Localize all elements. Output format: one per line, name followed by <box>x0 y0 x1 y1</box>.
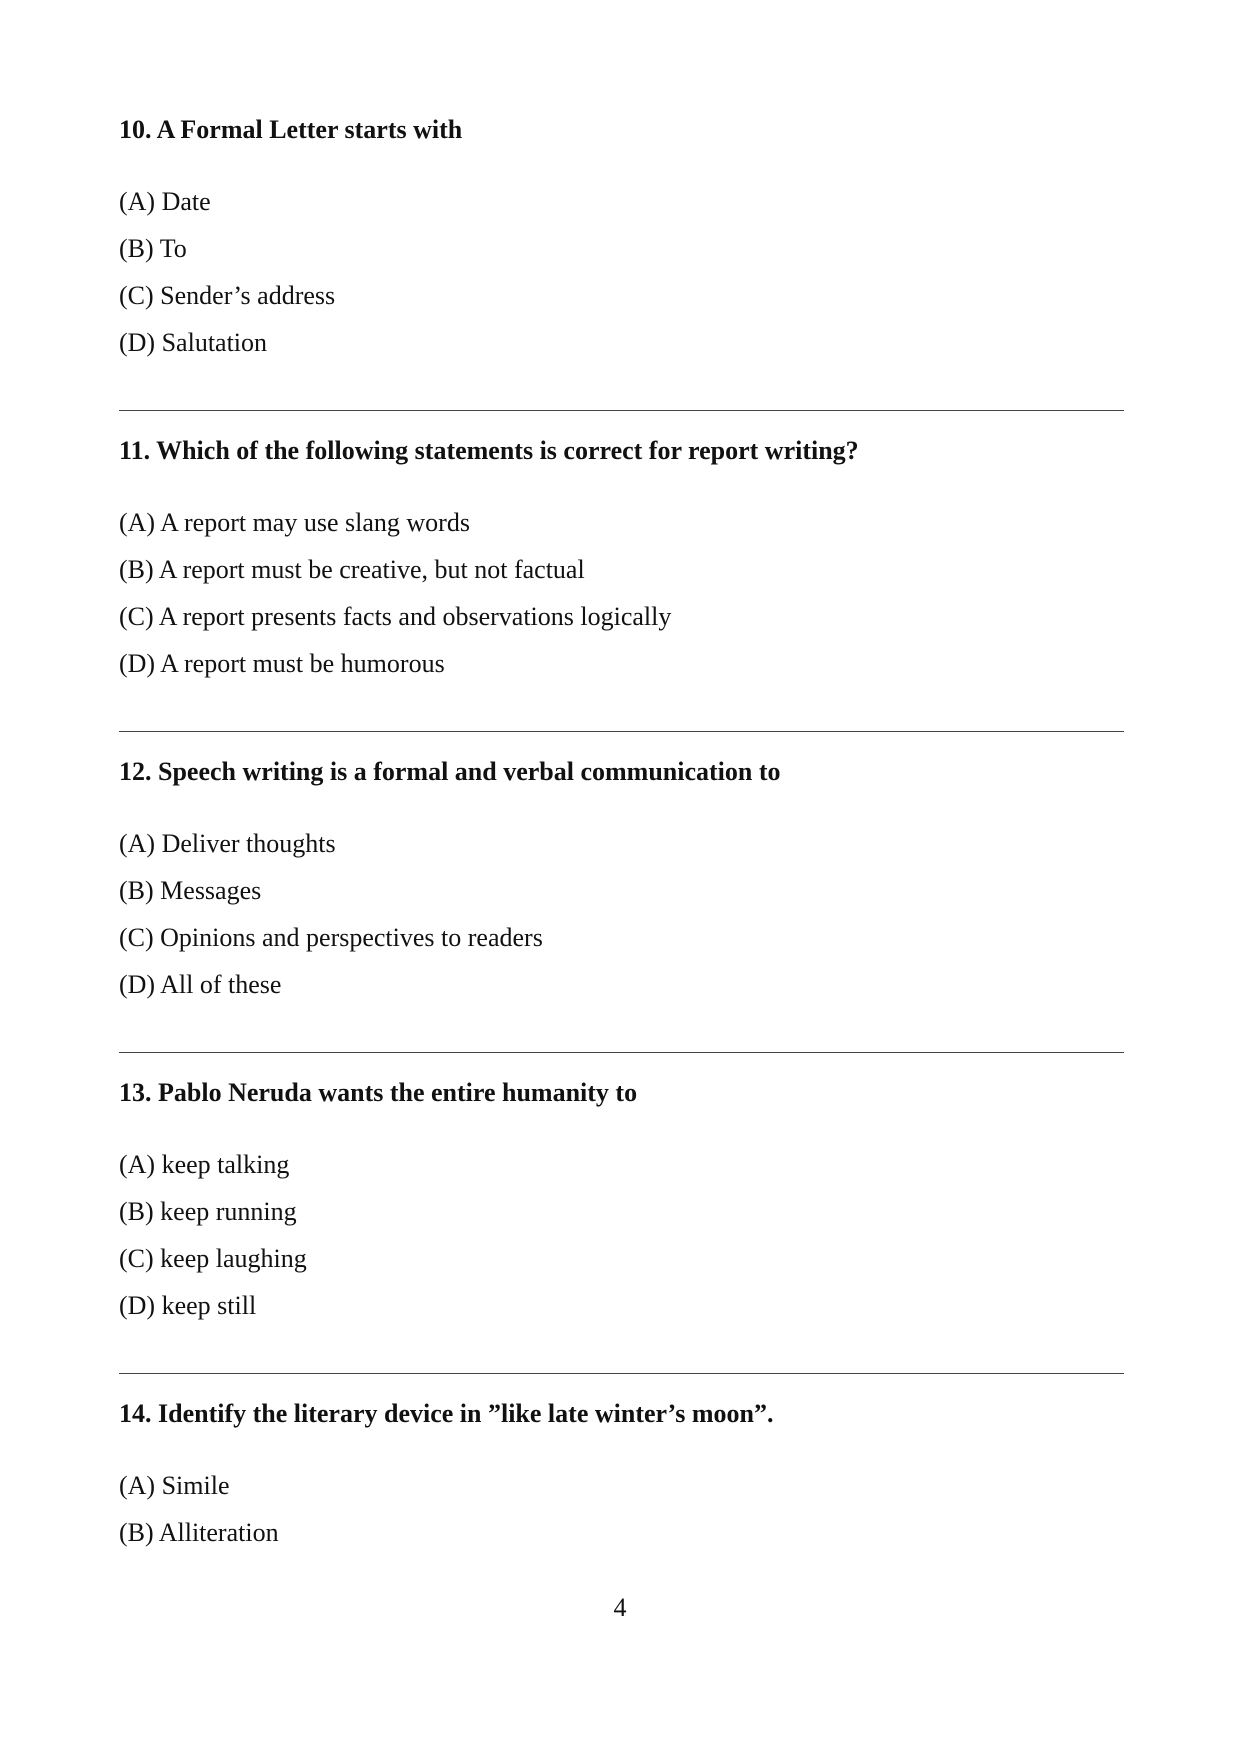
option-c: (C) Sender’s address <box>119 281 336 310</box>
option-c: (C) keep laughing <box>119 1244 307 1273</box>
question-title: 10. A Formal Letter starts with <box>119 115 463 144</box>
question-title: 13. Pablo Neruda wants the entire humanity to <box>119 1078 638 1107</box>
question-title: 14. Identify the literary device in ”like late winter’s moon”. <box>119 1399 774 1428</box>
question-divider <box>119 410 1124 411</box>
option-d: (D) A report must be humorous <box>119 649 445 678</box>
option-b: (B) keep running <box>119 1197 297 1226</box>
option-c: (C) Opinions and perspectives to readers <box>119 923 543 952</box>
option-d: (D) Salutation <box>119 328 268 357</box>
question-title: 11. Which of the following statements is correct for report writing? <box>119 436 859 465</box>
option-a: (A) Date <box>119 187 211 216</box>
option-b: (B) A report must be creative, but not factual <box>119 555 585 584</box>
question-divider <box>119 1373 1124 1374</box>
option-a: (A) keep talking <box>119 1150 290 1179</box>
option-b: (B) To <box>119 234 187 263</box>
option-c: (C) A report presents facts and observations logically <box>119 602 672 631</box>
question-divider <box>119 731 1124 732</box>
option-d: (D) All of these <box>119 970 282 999</box>
option-b: (B) Alliteration <box>119 1518 279 1547</box>
option-b: (B) Messages <box>119 876 262 905</box>
option-a: (A) Deliver thoughts <box>119 829 336 858</box>
option-a: (A) Simile <box>119 1471 230 1500</box>
question-title: 12. Speech writing is a formal and verbal communication to <box>119 757 781 786</box>
option-d: (D) keep still <box>119 1291 257 1320</box>
page-number: 4 <box>613 1593 627 1622</box>
option-a: (A) A report may use slang words <box>119 508 470 537</box>
question-divider <box>119 1052 1124 1053</box>
